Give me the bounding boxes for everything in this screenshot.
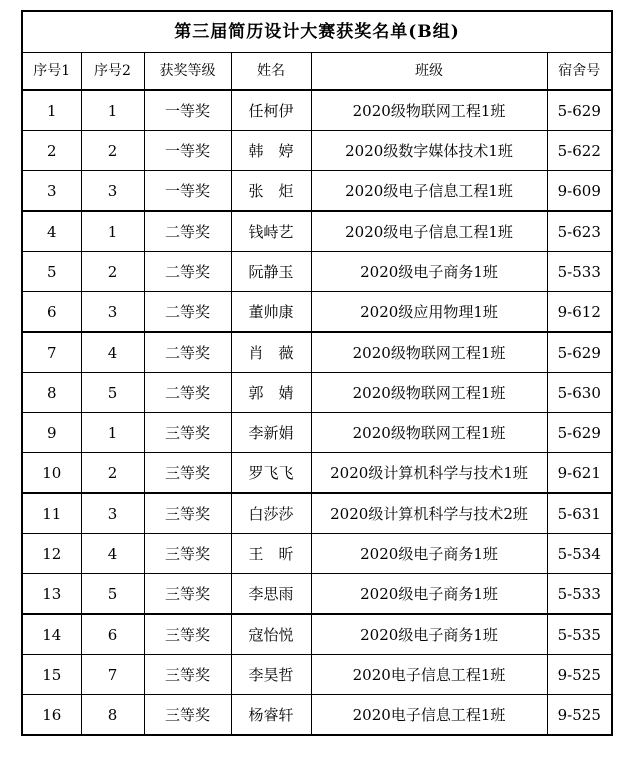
cell-dorm: 5-622	[547, 131, 612, 171]
cell-seq2: 1	[81, 413, 144, 453]
cell-name: 钱峙艺	[231, 211, 311, 252]
cell-class: 2020级应用物理1班	[311, 292, 547, 333]
cell-name: 王 昕	[231, 534, 311, 574]
cell-name: 张 炬	[231, 171, 311, 212]
cell-seq1: 8	[22, 373, 81, 413]
cell-award: 三等奖	[144, 695, 231, 736]
cell-award: 三等奖	[144, 614, 231, 655]
cell-dorm: 9-612	[547, 292, 612, 333]
cell-seq1: 13	[22, 574, 81, 615]
table-title-row	[22, 11, 612, 53]
cell-class: 2020电子信息工程1班	[311, 695, 547, 736]
cell-award: 一等奖	[144, 131, 231, 171]
cell-name: 董帅康	[231, 292, 311, 333]
cell-dorm: 5-629	[547, 332, 612, 373]
cell-dorm: 9-609	[547, 171, 612, 212]
cell-award: 三等奖	[144, 493, 231, 534]
cell-name: 杨睿轩	[231, 695, 311, 736]
cell-class: 2020级电子商务1班	[311, 252, 547, 292]
cell-seq1: 11	[22, 493, 81, 534]
cell-class: 2020电子信息工程1班	[311, 655, 547, 695]
cell-dorm: 5-629	[547, 90, 612, 131]
table-row	[22, 493, 612, 534]
cell-seq2: 6	[81, 614, 144, 655]
table-row	[22, 534, 612, 574]
cell-name: 任柯伊	[231, 90, 311, 131]
cell-name: 韩 婷	[231, 131, 311, 171]
cell-class: 2020级物联网工程1班	[311, 413, 547, 453]
table-row	[22, 252, 612, 292]
table-row	[22, 332, 612, 373]
table-row	[22, 453, 612, 494]
cell-seq2: 3	[81, 493, 144, 534]
cell-award: 二等奖	[144, 292, 231, 333]
cell-name: 李思雨	[231, 574, 311, 615]
cell-seq2: 7	[81, 655, 144, 695]
table-row	[22, 655, 612, 695]
cell-award: 二等奖	[144, 332, 231, 373]
cell-award: 一等奖	[144, 171, 231, 212]
cell-seq2: 4	[81, 534, 144, 574]
cell-class: 2020级计算机科学与技术1班	[311, 453, 547, 494]
cell-dorm: 9-621	[547, 453, 612, 494]
cell-seq1: 15	[22, 655, 81, 695]
cell-award: 二等奖	[144, 252, 231, 292]
cell-award: 二等奖	[144, 373, 231, 413]
cell-class: 2020级电子商务1班	[311, 534, 547, 574]
cell-seq1: 16	[22, 695, 81, 736]
column-header-class: 班级	[311, 53, 547, 91]
cell-name: 郭 婧	[231, 373, 311, 413]
table-row	[22, 614, 612, 655]
cell-name: 罗飞飞	[231, 453, 311, 494]
cell-name: 李新娟	[231, 413, 311, 453]
cell-dorm: 5-533	[547, 252, 612, 292]
cell-seq2: 2	[81, 453, 144, 494]
column-header-seq2: 序号2	[81, 53, 144, 91]
cell-seq1: 3	[22, 171, 81, 212]
cell-class: 2020级电子信息工程1班	[311, 211, 547, 252]
cell-seq2: 1	[81, 211, 144, 252]
column-header-dorm: 宿舍号	[547, 53, 612, 91]
cell-dorm: 5-623	[547, 211, 612, 252]
cell-seq2: 8	[81, 695, 144, 736]
column-header-seq1: 序号1	[22, 53, 81, 91]
cell-class: 2020级数字媒体技术1班	[311, 131, 547, 171]
cell-seq1: 7	[22, 332, 81, 373]
table-row	[22, 90, 612, 131]
table-row	[22, 292, 612, 333]
cell-seq1: 10	[22, 453, 81, 494]
cell-seq1: 14	[22, 614, 81, 655]
cell-award: 一等奖	[144, 90, 231, 131]
cell-dorm: 5-631	[547, 493, 612, 534]
cell-name: 肖 薇	[231, 332, 311, 373]
cell-seq2: 4	[81, 332, 144, 373]
cell-class: 2020级计算机科学与技术2班	[311, 493, 547, 534]
cell-name: 白莎莎	[231, 493, 311, 534]
cell-seq2: 3	[81, 171, 144, 212]
cell-class: 2020级物联网工程1班	[311, 332, 547, 373]
table-title: 第三届简历设计大赛获奖名单(B组)	[22, 11, 612, 53]
cell-seq1: 1	[22, 90, 81, 131]
cell-award: 二等奖	[144, 211, 231, 252]
column-header-name: 姓名	[231, 53, 311, 91]
cell-name: 寇怡悦	[231, 614, 311, 655]
cell-seq1: 4	[22, 211, 81, 252]
cell-award: 三等奖	[144, 574, 231, 615]
cell-name: 李昊哲	[231, 655, 311, 695]
cell-award: 三等奖	[144, 413, 231, 453]
cell-class: 2020级电子商务1班	[311, 574, 547, 615]
cell-seq2: 2	[81, 131, 144, 171]
table-row	[22, 171, 612, 212]
cell-seq2: 5	[81, 373, 144, 413]
cell-seq2: 3	[81, 292, 144, 333]
cell-seq1: 6	[22, 292, 81, 333]
cell-dorm: 9-525	[547, 655, 612, 695]
table-row	[22, 695, 612, 736]
cell-class: 2020级物联网工程1班	[311, 90, 547, 131]
cell-dorm: 5-630	[547, 373, 612, 413]
cell-seq1: 2	[22, 131, 81, 171]
cell-award: 三等奖	[144, 655, 231, 695]
cell-dorm: 5-533	[547, 574, 612, 615]
table-row	[22, 211, 612, 252]
cell-name: 阮静玉	[231, 252, 311, 292]
cell-class: 2020级电子信息工程1班	[311, 171, 547, 212]
cell-seq2: 5	[81, 574, 144, 615]
column-header-award: 获奖等级	[144, 53, 231, 91]
table-row	[22, 131, 612, 171]
cell-seq2: 1	[81, 90, 144, 131]
table-row	[22, 413, 612, 453]
cell-award: 三等奖	[144, 453, 231, 494]
cell-award: 三等奖	[144, 534, 231, 574]
cell-seq1: 12	[22, 534, 81, 574]
table-header-row	[22, 53, 612, 91]
cell-class: 2020级电子商务1班	[311, 614, 547, 655]
cell-dorm: 5-629	[547, 413, 612, 453]
cell-seq1: 5	[22, 252, 81, 292]
cell-dorm: 5-535	[547, 614, 612, 655]
cell-dorm: 5-534	[547, 534, 612, 574]
cell-seq1: 9	[22, 413, 81, 453]
table-row	[22, 373, 612, 413]
award-table	[21, 10, 613, 736]
cell-dorm: 9-525	[547, 695, 612, 736]
table-row	[22, 574, 612, 615]
cell-seq2: 2	[81, 252, 144, 292]
cell-class: 2020级物联网工程1班	[311, 373, 547, 413]
